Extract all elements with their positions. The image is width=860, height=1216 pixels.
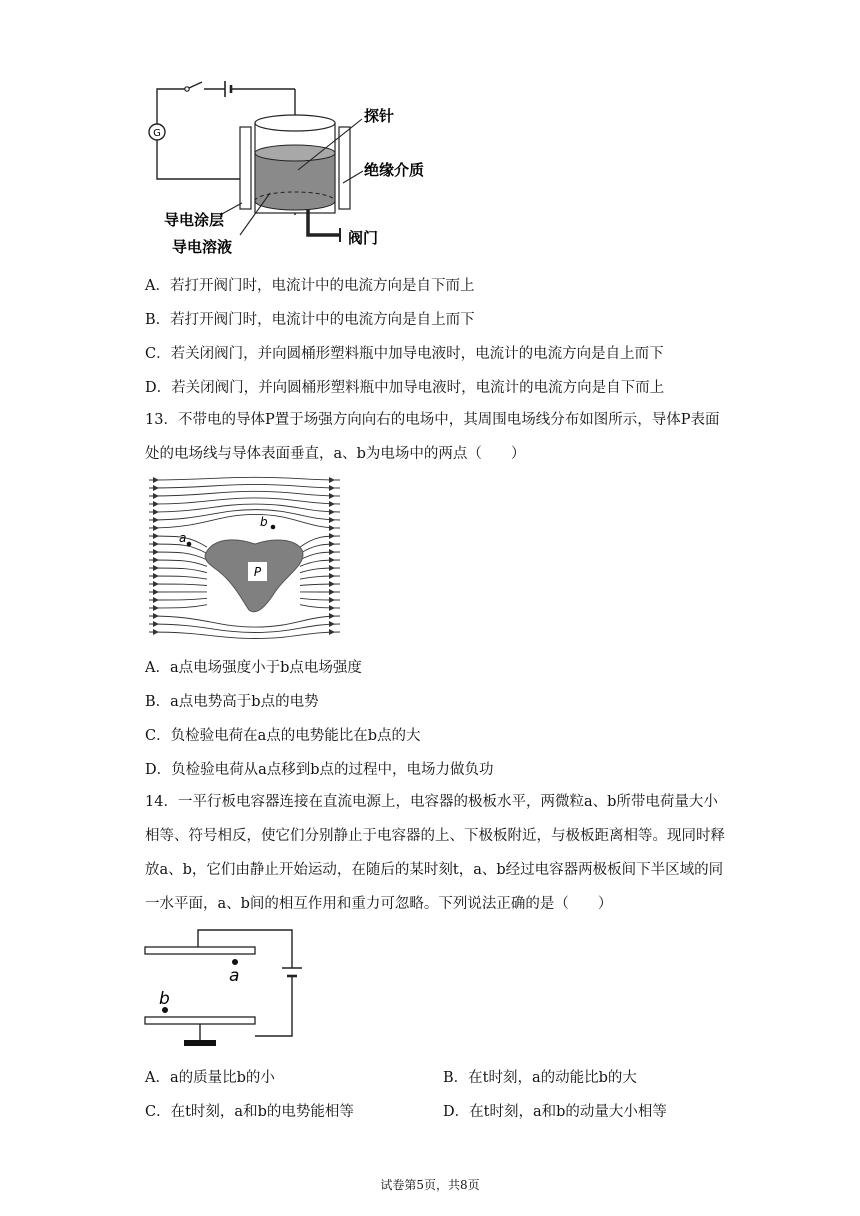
- q13-option-b: B．a点电势高于b点的电势: [145, 694, 319, 710]
- svg-text:P: P: [253, 565, 262, 579]
- q12-option-b: B．若打开阀门时，电流计中的电流方向是自上而下: [145, 312, 475, 328]
- q14-option-c: C．在t时刻，a和b的电势能相等: [145, 1104, 354, 1120]
- svg-text:探针: 探针: [364, 107, 395, 125]
- q13-option-c: C．负检验电荷在a点的电势能比在b点的大: [145, 728, 421, 744]
- page-footer: 试卷第5页，共8页: [380, 1178, 480, 1192]
- q13-option-a: A．a点电场强度小于b点电场强度: [145, 660, 362, 676]
- q14-option-d: D．在t时刻，a和b的动量大小相等: [443, 1104, 667, 1120]
- q14-option-b: B．在t时刻，a的动能比b的大: [443, 1070, 637, 1086]
- q12-option-c: C．若关闭阀门，并向圆桶形塑料瓶中加导电液时，电流计的电流方向是自上而下: [145, 346, 664, 362]
- q14-stem: 14．一平行板电容器连接在直流电源上，电容器的极板水平，两微粒a、b所带电荷量大小相等、符号相反，使它们分别静止于电容器的上、下极板附近，与极板距离相等。现同时释放a、b，它们由静止开始运动，在随后的某时刻t，a、b经过电容器两极板间下半区域的同一水平面，a、b间的相互作用和重力可忽略。下列说法正确的是（ ）: [145, 794, 725, 912]
- svg-text:b: b: [260, 515, 268, 529]
- q14-option-a: A．a的质量比b的小: [145, 1070, 275, 1086]
- svg-text:导电溶液: 导电溶液: [172, 238, 233, 256]
- figure-q14-capacitor: [140, 924, 310, 1054]
- figure-q13-field-lines: [145, 474, 350, 642]
- svg-text:绝缘介质: 绝缘介质: [364, 161, 425, 179]
- svg-text:a: a: [179, 531, 187, 545]
- svg-text:导电涂层: 导电涂层: [164, 211, 225, 229]
- q13-option-d: D．负检验电荷从a点移到b点的过程中，电场力做负功: [145, 762, 494, 778]
- svg-text:b: b: [159, 989, 170, 1009]
- galvanometer-icon: [149, 124, 165, 140]
- figure-q12-apparatus: [140, 75, 425, 260]
- svg-text:a: a: [229, 966, 240, 986]
- svg-text:G: G: [153, 128, 161, 139]
- svg-text:阀门: 阀门: [348, 229, 379, 247]
- q12-option-a: A．若打开阀门时，电流计中的电流方向是自下而上: [145, 278, 475, 294]
- q13-stem: 13．不带电的导体P置于场强方向向右的电场中，其周围电场线分布如图所示，导体P表面处的电场线与导体表面垂直，a、b为电场中的两点（ ）: [145, 412, 720, 462]
- q12-option-d: D．若关闭阀门，并向圆桶形塑料瓶中加导电液时，电流计的电流方向是自下而上: [145, 380, 665, 396]
